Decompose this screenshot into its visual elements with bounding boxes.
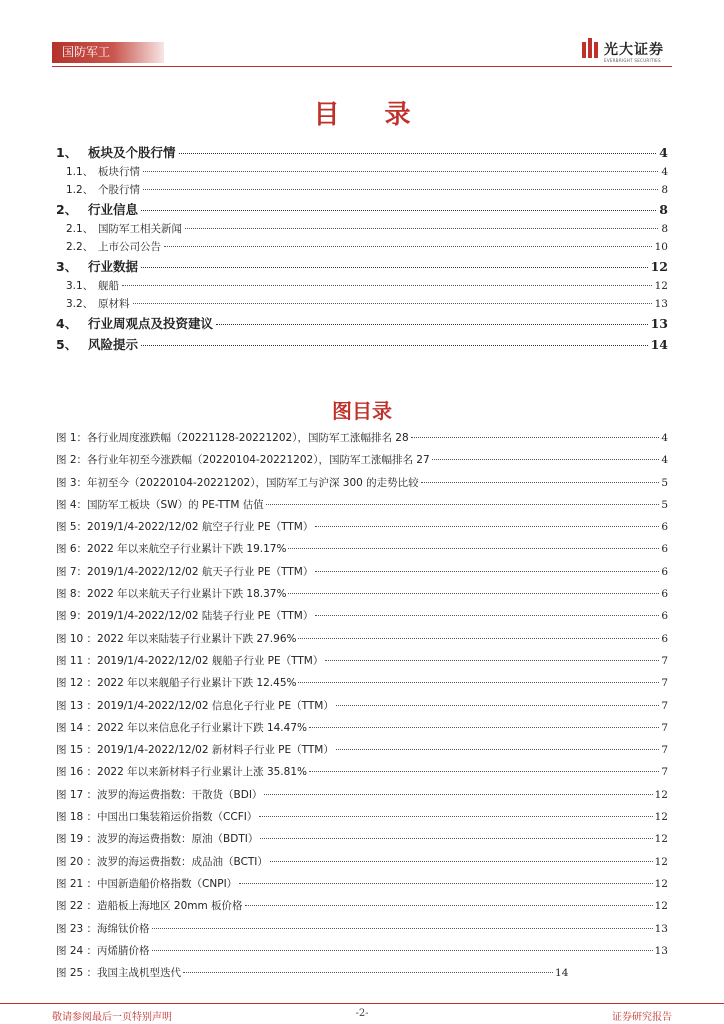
toc-entry-number: 2.1、 <box>66 223 94 235</box>
dot-leader <box>152 950 653 951</box>
figure-entry[interactable] <box>56 475 668 497</box>
toc-entry-page: 12 <box>650 259 668 274</box>
dot-leader <box>264 794 652 795</box>
figure-entry-label: 图 18 ： <box>56 811 98 824</box>
dot-leader <box>336 705 659 706</box>
figure-entry-title: 海绵钛价格 <box>97 922 150 935</box>
toc-entry[interactable] <box>56 257 668 278</box>
figure-entry-title: 2019/1/4-2022/12/02 新材料子行业 PE（TTM） <box>97 744 334 757</box>
toc-entry-page: 8 <box>661 223 668 235</box>
figure-entry-title: 各行业年初至今涨跌幅（20220104-20221202），国防军工涨幅排名 27 <box>87 454 430 467</box>
figure-entry-label: 图 14 ： <box>56 721 98 734</box>
dot-leader <box>133 303 652 304</box>
figure-entry-label: 图 11 ： <box>56 654 98 667</box>
toc-entry-page: 8 <box>661 184 668 196</box>
figure-entry[interactable] <box>56 698 668 720</box>
header-divider <box>52 66 672 67</box>
figure-entry-page: 4 <box>661 454 668 467</box>
figure-list-heading: 图目录 <box>332 399 392 423</box>
toc-entry-number: 2、 <box>56 202 78 217</box>
figure-entry-title: 2019/1/4-2022/12/02 航空子行业 PE（TTM） <box>87 521 314 534</box>
dot-leader <box>266 504 660 505</box>
toc-entry-number: 1.1、 <box>66 166 94 178</box>
figure-entry-page: 12 <box>654 788 668 801</box>
dot-leader <box>309 727 659 728</box>
dot-leader <box>245 905 653 906</box>
dot-leader <box>260 838 652 839</box>
dot-leader <box>298 682 659 683</box>
figure-entry[interactable] <box>56 519 668 541</box>
figure-entry-page: 12 <box>654 855 668 868</box>
logo-text-en: EVERBRIGHT SECURITIES <box>604 58 661 63</box>
dot-leader <box>309 771 659 772</box>
toc-entry-page: 13 <box>650 316 668 331</box>
figure-entry[interactable] <box>56 497 668 519</box>
dot-leader <box>315 571 659 572</box>
dot-leader <box>432 459 660 460</box>
figure-entry-title: 波罗的海运费指数：成品油（BCTI） <box>97 855 268 868</box>
figure-entry-title: 造船板上海地区 20mm 板价格 <box>97 900 243 913</box>
figure-entry-page: 13 <box>654 922 668 935</box>
figure-entry[interactable] <box>56 653 668 675</box>
figure-entry-page: 7 <box>661 677 668 690</box>
dot-leader <box>411 437 660 438</box>
toc-entry-page: 4 <box>659 145 668 160</box>
toc-entry-title: 板块及个股行情 <box>88 145 176 160</box>
toc-entry[interactable] <box>56 143 668 164</box>
toc-entry-number: 1.2、 <box>66 184 94 196</box>
figure-entry-page: 12 <box>654 833 668 846</box>
logo-text-cn: 光大证券 <box>604 42 664 58</box>
figure-entry-title: 2022 年以来信息化子行业累计下跌 14.47% <box>97 721 307 734</box>
toc-entry[interactable] <box>56 296 668 314</box>
page-number: -2- <box>355 1008 369 1019</box>
dot-leader <box>239 883 652 884</box>
toc-entry-title: 板块行情 <box>98 166 140 178</box>
figure-entry-page: 12 <box>654 900 668 913</box>
figure-entry-title: 各行业周度涨跌幅（20221128-20221202），国防军工涨幅排名 28 <box>87 432 409 444</box>
dot-leader <box>421 482 660 483</box>
dot-leader <box>315 615 659 616</box>
figure-entry-title: 2022 年以来新材料子行业累计上涨 35.81% <box>97 766 307 779</box>
figure-entry-title: 波罗的海运费指数：干散货（BDI） <box>97 788 263 801</box>
toc-entry-title: 风险提示 <box>88 337 139 352</box>
dot-leader <box>270 861 653 862</box>
figure-entry-page: 6 <box>661 521 668 534</box>
toc-entry-page: 4 <box>661 166 668 178</box>
footer-report-type: 证券研究报告 <box>612 1012 672 1023</box>
dot-leader <box>141 210 656 211</box>
figure-entry-title: 国防军工板块（SW）的 PE-TTM 估值 <box>87 498 264 511</box>
figure-entry[interactable] <box>56 742 668 764</box>
dot-leader <box>141 345 648 346</box>
figure-entry-page: 7 <box>661 744 668 757</box>
figure-entry[interactable] <box>56 943 668 965</box>
toc-heading: 目 录 <box>313 100 429 130</box>
dot-leader <box>288 548 659 549</box>
figure-list <box>56 430 668 987</box>
dot-leader <box>143 171 658 172</box>
figure-entry-label: 图 5： <box>56 521 88 534</box>
figure-entry-page: 7 <box>661 699 668 712</box>
figure-entry-title: 2019/1/4-2022/12/02 航天子行业 PE（TTM） <box>87 565 314 578</box>
figure-entry[interactable] <box>56 764 668 786</box>
figure-entry-label: 图 17 ： <box>56 788 98 801</box>
figure-entry[interactable] <box>56 876 668 898</box>
toc-entry-title: 国防军工相关新闻 <box>98 223 182 235</box>
figure-entry[interactable] <box>56 921 668 943</box>
sector-tag: 国防军工 <box>52 42 164 63</box>
toc-entry-number: 4、 <box>56 316 78 331</box>
figure-entry[interactable] <box>56 809 668 831</box>
dot-leader <box>298 638 659 639</box>
toc-entry-page: 8 <box>659 202 668 217</box>
figure-entry-title: 波罗的海运费指数：原油（BDTI） <box>97 833 259 846</box>
dot-leader <box>164 246 652 247</box>
figure-entry-title: 中国出口集装箱运价指数（CCFI） <box>97 811 258 824</box>
dot-leader <box>183 972 553 973</box>
figure-entry-label: 图 2： <box>56 454 88 467</box>
toc-entry-number: 2.2、 <box>66 241 94 253</box>
dot-leader <box>259 816 652 817</box>
figure-entry-label: 图 15 ： <box>56 744 98 757</box>
toc-entry-title: 行业数据 <box>88 259 139 274</box>
figure-entry-page: 12 <box>654 811 668 824</box>
figure-entry-title: 2019/1/4-2022/12/02 陆装子行业 PE（TTM） <box>87 610 314 623</box>
figure-entry-label: 图 1： <box>56 432 88 444</box>
figure-entry-page: 7 <box>661 721 668 734</box>
figure-entry-title: 2022 年以来舰船子行业累计下跌 12.45% <box>97 677 297 690</box>
toc-entry-page: 10 <box>654 241 668 253</box>
figure-entry-label: 图 19 ： <box>56 833 98 846</box>
figure-entry-page: 12 <box>654 877 668 890</box>
figure-entry-label: 图 21 ： <box>56 877 98 890</box>
figure-entry[interactable] <box>56 564 668 586</box>
figure-entry-page: 6 <box>661 632 668 645</box>
dot-leader <box>185 228 658 229</box>
toc-entry[interactable] <box>56 239 668 257</box>
dot-leader <box>179 153 657 154</box>
figure-entry-label: 图 10 ： <box>56 632 98 645</box>
figure-entry-page: 6 <box>661 588 668 601</box>
figure-entry-page: 6 <box>661 543 668 556</box>
toc-entry-page: 13 <box>654 298 668 310</box>
figure-entry-label: 图 8： <box>56 588 88 601</box>
toc-entry-page: 14 <box>650 337 668 352</box>
toc-entry-title: 原材料 <box>98 298 130 310</box>
figure-entry-page: 5 <box>661 498 668 511</box>
figure-entry-title: 我国主战机型迭代 <box>97 967 182 980</box>
figure-entry-label: 图 22 ： <box>56 900 98 913</box>
figure-entry[interactable] <box>56 965 668 987</box>
figure-entry-label: 图 9： <box>56 610 88 623</box>
figure-entry-page: 5 <box>661 476 668 489</box>
toc-entry[interactable] <box>56 314 668 335</box>
toc-entry-title: 个股行情 <box>98 184 140 196</box>
figure-entry-page: 6 <box>661 565 668 578</box>
figure-entry-label: 图 16 ： <box>56 766 98 779</box>
figure-entry-page: 7 <box>661 654 668 667</box>
figure-entry-title: 中国新造船价格指数（CNPI） <box>97 877 238 890</box>
figure-entry-label: 图 3： <box>56 476 88 489</box>
dot-leader <box>141 267 648 268</box>
figure-entry-label: 图 23 ： <box>56 922 98 935</box>
dot-leader <box>216 324 648 325</box>
dot-leader <box>315 526 659 527</box>
table-of-contents <box>56 143 668 356</box>
figure-entry[interactable] <box>56 675 668 697</box>
figure-entry-label: 图 25 ： <box>56 967 98 980</box>
figure-entry[interactable] <box>56 720 668 742</box>
dot-leader <box>288 593 659 594</box>
figure-entry[interactable] <box>56 854 668 876</box>
figure-entry-label: 图 12 ： <box>56 677 98 690</box>
toc-entry-number: 5、 <box>56 337 78 352</box>
figure-entry-label: 图 4： <box>56 498 88 511</box>
footer-disclaimer: 敬请参阅最后一页特别声明 <box>52 1012 172 1023</box>
toc-entry-number: 3.2、 <box>66 298 94 310</box>
footer-divider <box>0 1003 724 1004</box>
figure-entry-label: 图 13 ： <box>56 699 98 712</box>
toc-entry-page: 12 <box>654 280 668 292</box>
figure-entry-page: 14 <box>555 967 569 980</box>
logo-mark-icon <box>582 38 598 58</box>
figure-entry-title: 年初至今（20220104-20221202），国防军工与沪深 300 的走势比较 <box>87 476 419 489</box>
figure-entry-label: 图 7： <box>56 565 88 578</box>
figure-entry-label: 图 20 ： <box>56 855 98 868</box>
company-logo <box>582 36 682 66</box>
figure-entry[interactable] <box>56 631 668 653</box>
toc-entry-title: 行业信息 <box>88 202 139 217</box>
figure-entry[interactable] <box>56 541 668 563</box>
toc-entry-title: 上市公司公告 <box>98 241 161 253</box>
figure-entry-title: 2019/1/4-2022/12/02 信息化子行业 PE（TTM） <box>97 699 334 712</box>
toc-entry-number: 1、 <box>56 145 78 160</box>
figure-entry[interactable] <box>56 608 668 630</box>
figure-entry[interactable] <box>56 787 668 809</box>
dot-leader <box>336 749 659 750</box>
figure-entry[interactable] <box>56 452 668 474</box>
toc-entry-number: 3、 <box>56 259 78 274</box>
dot-leader <box>325 660 659 661</box>
figure-entry-title: 2019/1/4-2022/12/02 舰船子行业 PE（TTM） <box>97 654 324 667</box>
figure-entry-page: 7 <box>661 766 668 779</box>
page-header <box>0 0 724 72</box>
toc-entry-number: 3.1、 <box>66 280 94 292</box>
toc-entry[interactable] <box>56 221 668 239</box>
figure-entry-title: 2022 年以来航天子行业累计下跌 18.37% <box>87 588 287 601</box>
toc-entry[interactable] <box>56 200 668 221</box>
figure-entry[interactable] <box>56 586 668 608</box>
toc-entry[interactable] <box>56 278 668 296</box>
toc-entry[interactable] <box>56 182 668 200</box>
figure-entry[interactable] <box>56 898 668 920</box>
dot-leader <box>122 285 652 286</box>
figure-entry-title: 丙烯腈价格 <box>97 944 150 957</box>
dot-leader <box>143 189 658 190</box>
figure-entry-title: 2022 年以来航空子行业累计下跌 19.17% <box>87 543 287 556</box>
figure-entry-page: 6 <box>661 610 668 623</box>
toc-entry-title: 舰船 <box>98 280 119 292</box>
figure-entry-title: 2022 年以来陆装子行业累计下跌 27.96% <box>97 632 297 645</box>
figure-entry[interactable] <box>56 831 668 853</box>
toc-entry[interactable] <box>56 164 668 182</box>
figure-entry[interactable] <box>56 430 668 452</box>
toc-entry-title: 行业周观点及投资建议 <box>88 316 214 331</box>
dot-leader <box>152 928 653 929</box>
figure-entry-label: 图 24 ： <box>56 944 98 957</box>
figure-entry-label: 图 6： <box>56 543 88 556</box>
figure-entry-page: 13 <box>654 944 668 957</box>
figure-entry-page: 4 <box>661 432 668 444</box>
toc-entry[interactable] <box>56 335 668 356</box>
